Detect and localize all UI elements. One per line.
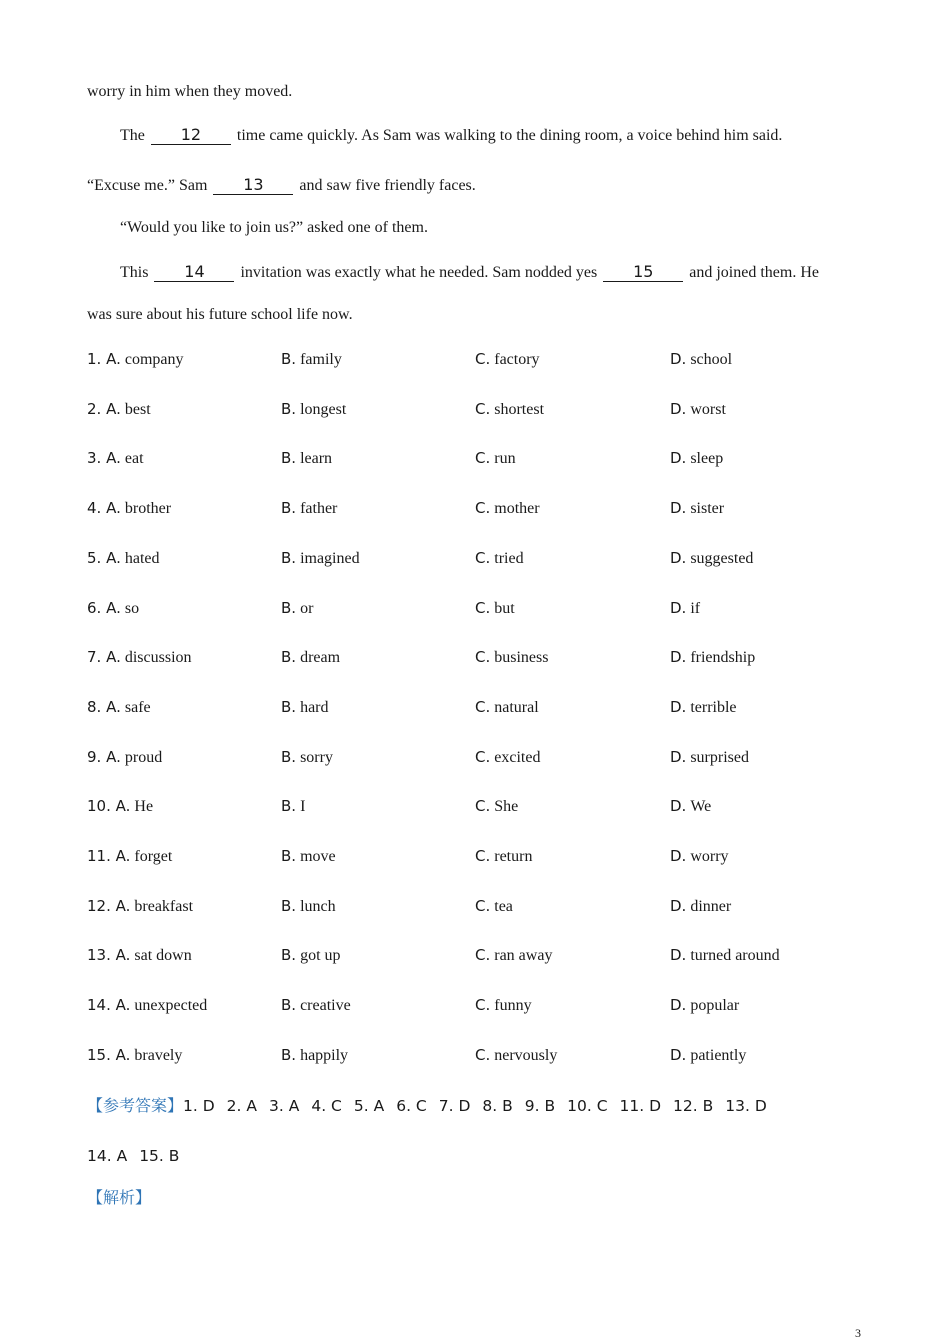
option-label: B. [281,549,297,567]
answer-item: 1. D [183,1097,215,1115]
question-row [87,400,887,422]
option-text: natural [494,699,539,716]
question-row [87,946,887,968]
option-text: sister [690,500,725,517]
question-row [87,748,887,770]
option-text: best [124,401,151,418]
option-label: C. [475,847,491,865]
option-label: 3. A. [87,449,121,467]
option-text: hated [124,550,160,567]
option-d [670,946,780,965]
option-b [281,847,336,866]
option-text: surprised [690,749,749,766]
option-text: happily [300,1047,349,1064]
option-label: D. [670,847,687,865]
option-c [475,698,539,717]
passage-line-5: This 14 invitation was exactly what he needed. Sam nodded yes 15 and joined them. He [120,262,819,281]
option-label: C. [475,499,491,517]
option-label: C. [475,996,491,1014]
option-a [87,847,172,866]
answer-item: 13. D [725,1097,767,1115]
question-row [87,1046,887,1068]
question-row [87,847,887,869]
blank-13: 13 [213,176,293,195]
option-label: D. [670,946,687,964]
option-c [475,946,552,965]
option-text: family [300,351,342,368]
question-row [87,996,887,1018]
option-b [281,499,337,518]
option-c [475,499,540,518]
option-d [670,648,755,667]
option-label: 2. A. [87,400,121,418]
answer-list [87,1146,191,1165]
answer-key-label: 【参考答案】 [87,1096,184,1115]
option-text: breakfast [134,898,194,915]
option-text: got up [300,947,341,964]
option-b [281,449,332,468]
option-b [281,996,351,1015]
option-label: D. [670,996,687,1014]
option-text: learn [300,450,333,467]
option-b [281,698,329,717]
option-text: sat down [134,947,192,964]
option-label: C. [475,946,491,964]
option-text: forget [134,848,173,865]
option-label: D. [670,1046,687,1064]
option-label: B. [281,797,297,815]
option-label: D. [670,897,687,915]
option-text: factory [494,351,540,368]
option-d [670,400,726,419]
option-text: ran away [494,947,553,964]
option-a [87,797,153,816]
answer-item: 11. D [619,1097,662,1115]
option-text: lunch [300,898,336,915]
option-text: dream [300,649,341,666]
option-d [670,599,700,618]
option-a [87,698,151,717]
option-a [87,549,160,568]
option-text: company [124,351,184,368]
question-row [87,797,887,819]
answer-key-row-1 [87,1096,779,1116]
answer-item: 2. A [226,1097,257,1115]
option-text: but [494,600,515,617]
option-c [475,847,532,866]
option-label: D. [670,748,687,766]
blank-15: 15 [603,263,683,282]
answer-item: 3. A [269,1097,300,1115]
option-label: C. [475,748,491,766]
option-c [475,648,548,667]
option-a [87,400,151,419]
answer-item: 5. A [353,1097,385,1115]
option-label: 12. A. [87,897,131,915]
option-label: 8. A. [87,698,121,716]
option-text: bravely [134,1047,183,1064]
option-a [87,449,144,468]
passage-line-2: The 12 time came quickly. As Sam was walking to the dining room, a voice behind him said. [120,125,783,144]
option-text: sorry [300,749,333,766]
option-a [87,1046,182,1065]
option-a [87,499,171,518]
option-c [475,599,515,618]
option-b [281,797,305,816]
option-text: friendship [690,649,756,666]
option-b [281,946,341,965]
option-text: school [690,351,733,368]
question-row [87,449,887,471]
question-row [87,698,887,720]
option-label: C. [475,897,491,915]
answer-item: 8. B [482,1097,513,1115]
option-text: excited [494,749,541,766]
option-b [281,1046,348,1065]
option-b [281,400,346,419]
option-c [475,797,518,816]
option-a [87,897,193,916]
answer-item: 6. C [396,1097,427,1115]
question-row [87,599,887,621]
answer-list [183,1096,779,1115]
answer-item: 4. C [311,1097,342,1115]
option-label: C. [475,648,491,666]
option-c [475,1046,557,1065]
passage-line-3: “Excuse me.” Sam 13 and saw five friendly faces. [87,175,476,194]
option-c [475,449,516,468]
option-label: 6. A. [87,599,121,617]
option-text: return [494,848,533,865]
option-label: D. [670,400,687,418]
option-text: worst [690,401,726,418]
option-d [670,996,739,1015]
option-a [87,748,162,767]
option-label: C. [475,797,491,815]
answer-item: 10. C [567,1097,608,1115]
option-b [281,549,360,568]
option-b [281,350,342,369]
answer-item: 12. B [673,1097,714,1115]
question-row [87,499,887,521]
option-d [670,549,753,568]
option-d [670,350,732,369]
blank-14: 14 [154,263,234,282]
option-text: shortest [494,401,545,418]
option-a [87,350,184,369]
option-label: 13. A. [87,946,131,964]
option-label: B. [281,748,297,766]
option-text: turned around [690,947,780,964]
option-label: 4. A. [87,499,121,517]
option-text: brother [124,500,172,517]
option-text: move [300,848,336,865]
option-label: C. [475,449,491,467]
passage-line-6: was sure about his future school life now. [87,306,353,323]
option-label: 5. A. [87,549,121,567]
option-label: B. [281,996,297,1014]
question-row [87,549,887,571]
option-text: run [494,450,516,467]
option-label: 9. A. [87,748,121,766]
question-row [87,350,887,372]
option-d [670,499,724,518]
option-d [670,698,737,717]
option-d [670,847,729,866]
option-text: imagined [300,550,360,567]
option-b [281,748,333,767]
option-text: patiently [690,1047,747,1064]
option-label: B. [281,1046,297,1064]
option-text: if [690,600,701,617]
option-text: eat [124,450,144,467]
option-text: tea [494,898,513,915]
option-c [475,350,540,369]
analysis-heading: 【解析】 [87,1188,152,1207]
option-b [281,897,336,916]
option-text: hard [300,699,329,716]
option-text: nervously [494,1047,558,1064]
page-number: 3 [855,1326,861,1340]
passage-line-1: worry in him when they moved. [87,83,293,100]
answer-item: 7. D [438,1097,471,1115]
option-label: D. [670,599,687,617]
option-text: business [494,649,549,666]
answer-item: 15. B [139,1147,180,1165]
option-label: C. [475,549,491,567]
option-text: We [690,798,712,815]
option-text: longest [300,401,347,418]
blank-12: 12 [151,126,231,145]
option-label: B. [281,698,297,716]
option-label: D. [670,350,687,368]
option-label: 14. A. [87,996,131,1014]
option-text: so [124,600,140,617]
option-text: discussion [124,649,192,666]
option-label: C. [475,599,491,617]
option-label: C. [475,400,491,418]
question-row [87,897,887,919]
option-a [87,648,192,667]
option-d [670,797,711,816]
option-b [281,599,313,618]
passage-line-4: “Would you like to join us?” asked one of them. [120,219,428,236]
option-text: proud [124,749,163,766]
option-label: B. [281,946,297,964]
option-text: funny [494,997,532,1014]
option-label: 11. A. [87,847,131,865]
option-a [87,599,139,618]
option-label: 15. A. [87,1046,131,1064]
option-label: D. [670,499,687,517]
option-label: B. [281,400,297,418]
option-text: terrible [690,699,737,716]
option-label: B. [281,847,297,865]
option-text: safe [124,699,151,716]
answer-item: 14. A [87,1147,128,1165]
option-a [87,946,192,965]
option-text: creative [300,997,351,1014]
option-b [281,648,340,667]
option-text: He [134,798,154,815]
option-label: B. [281,449,297,467]
option-label: D. [670,698,687,716]
option-label: B. [281,350,297,368]
option-d [670,748,749,767]
option-c [475,400,544,419]
option-text: unexpected [134,997,208,1014]
option-label: 10. A. [87,797,131,815]
option-text: worry [690,848,729,865]
option-text: popular [690,997,740,1014]
option-text: or [300,600,314,617]
option-label: C. [475,1046,491,1064]
option-d [670,449,723,468]
option-text: mother [494,500,540,517]
option-text: She [494,798,519,815]
option-c [475,549,524,568]
question-row [87,648,887,670]
option-c [475,748,540,767]
option-label: D. [670,549,687,567]
answer-key-row-2 [87,1146,191,1166]
option-text: dinner [690,898,732,915]
option-label: C. [475,698,491,716]
option-c [475,897,513,916]
option-text: suggested [690,550,754,567]
option-label: D. [670,449,687,467]
option-text: sleep [690,450,724,467]
answer-item: 9. B [524,1097,556,1115]
option-label: B. [281,897,297,915]
option-c [475,996,532,1015]
option-label: 7. A. [87,648,121,666]
option-label: B. [281,648,297,666]
option-label: B. [281,599,297,617]
option-d [670,1046,746,1065]
option-a [87,996,207,1015]
option-text: I [300,798,306,815]
option-label: C. [475,350,491,368]
option-label: B. [281,499,297,517]
option-label: D. [670,648,687,666]
option-label: D. [670,797,687,815]
option-d [670,897,731,916]
option-text: father [300,500,338,517]
option-label: 1. A. [87,350,121,368]
option-text: tried [494,550,524,567]
